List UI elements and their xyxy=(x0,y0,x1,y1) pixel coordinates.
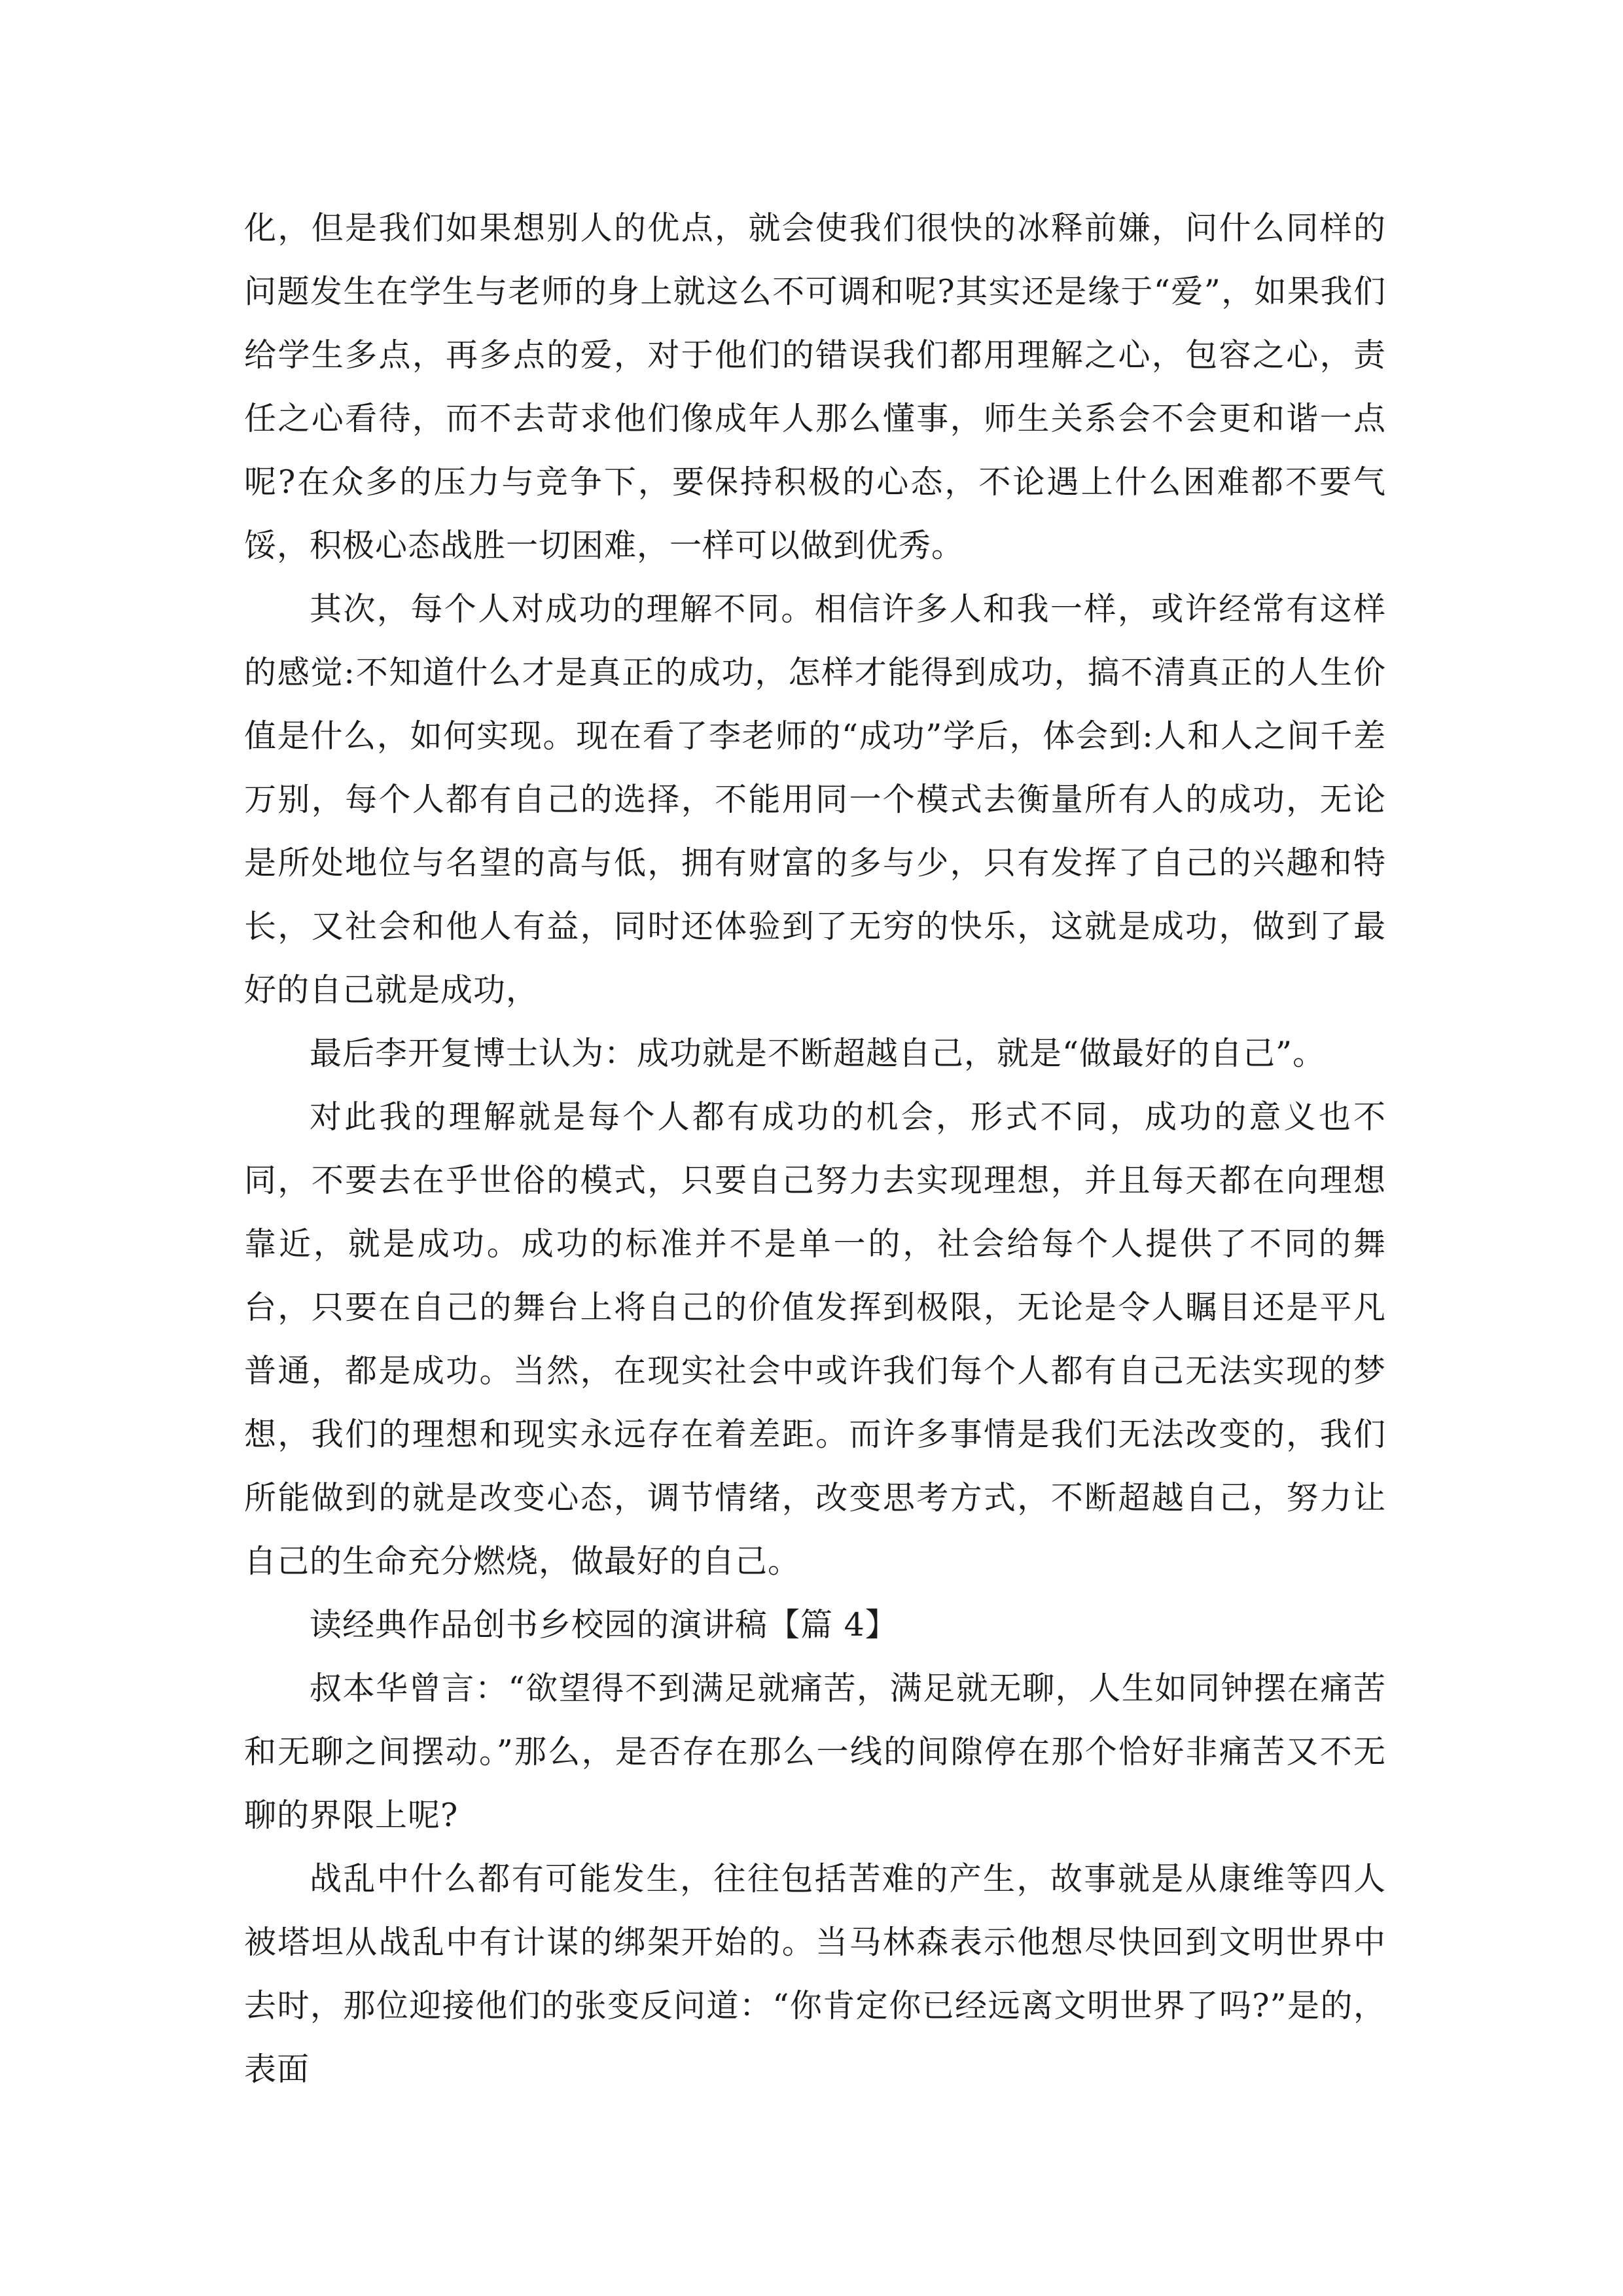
section-heading: 读经典作品创书乡校园的演讲稿【篇 4】 xyxy=(310,1606,898,1643)
document-body xyxy=(244,196,1386,2101)
paragraph-schopenhauer: 叔本华曾言：“欲望得不到满足就痛苦，满足就无聊，人生如同钟摆在痛苦和无聊之间摆动。”那么，是否存在那么一线的间隙停在那个恰好非痛苦又不无聊的界限上呢? xyxy=(244,1670,1386,1834)
paragraph-my-understanding: 对此我的理解就是每个人都有成功的机会，形式不同，成功的意义也不同，不要去在乎世俗的模式，只要自己努力去实现理想，并且每天都在向理想靠近，就是成功。成功的标准并不是单一的，社会给每个人提供了不同的舞台，只要在自己的舞台上将自己的价值发挥到极限，无论是令人瞩目还是平凡普通，都是成功。当然，在现实社会中或许我们每个人都有自己无法实现的梦想，我们的理想和现实永远存在着差距。而许多事情是我们无法改变的，我们所能做到的就是改变心态，调节情绪，改变思考方式，不断超越自己，努力让自己的生命充分燃烧，做最好的自己。 xyxy=(244,1098,1386,1580)
paragraph-success-understanding: 其次，每个人对成功的理解不同。相信许多人和我一样，或许经常有这样的感觉:不知道什么才是真正的成功，怎样才能得到成功，搞不清真正的人生价值是什么，如何实现。现在看了李老师的“成功”学后，体会到:人和人之间千差万别，每个人都有自己的选择，不能用同一个模式去衡量所有人的成功，无论是所处地位与名望的高与低，拥有财富的多与少，只有发挥了自己的兴趣和特长，又社会和他人有益，同时还体验到了无穷的快乐，这就是成功，做到了最好的自己就是成功， xyxy=(244,590,1386,1009)
paragraph-lee-kaifu-quote: 最后李开复博士认为：成功就是不断超越自己，就是“做最好的自己”。 xyxy=(310,1035,1326,1072)
paragraph-war-story: 战乱中什么都有可能发生，往往包括苦难的产生，故事就是从康维等四人被塔坦从战乱中有计谋的绑架开始的。当马林森表示他想尽快回到文明世界中去时，那位迎接他们的张变反问道：“你肯定你已经远离文明世界了吗?”是的，表面 xyxy=(244,1860,1386,2088)
paragraph-continuation: 化，但是我们如果想别人的优点，就会使我们很快的冰释前嫌，问什么同样的问题发生在学生与老师的身上就这么不可调和呢?其实还是缘于“爱”，如果我们给学生多点，再多点的爱，对于他们的错误我们都用理解之心，包容之心，责任之心看待，而不去苛求他们像成年人那么懂事，师生关系会不会更和谐一点呢?在众多的压力与竞争下，要保持积极的心态，不论遇上什么困难都不要气馁，积极心态战胜一切困难，一样可以做到优秀。 xyxy=(244,209,1386,564)
